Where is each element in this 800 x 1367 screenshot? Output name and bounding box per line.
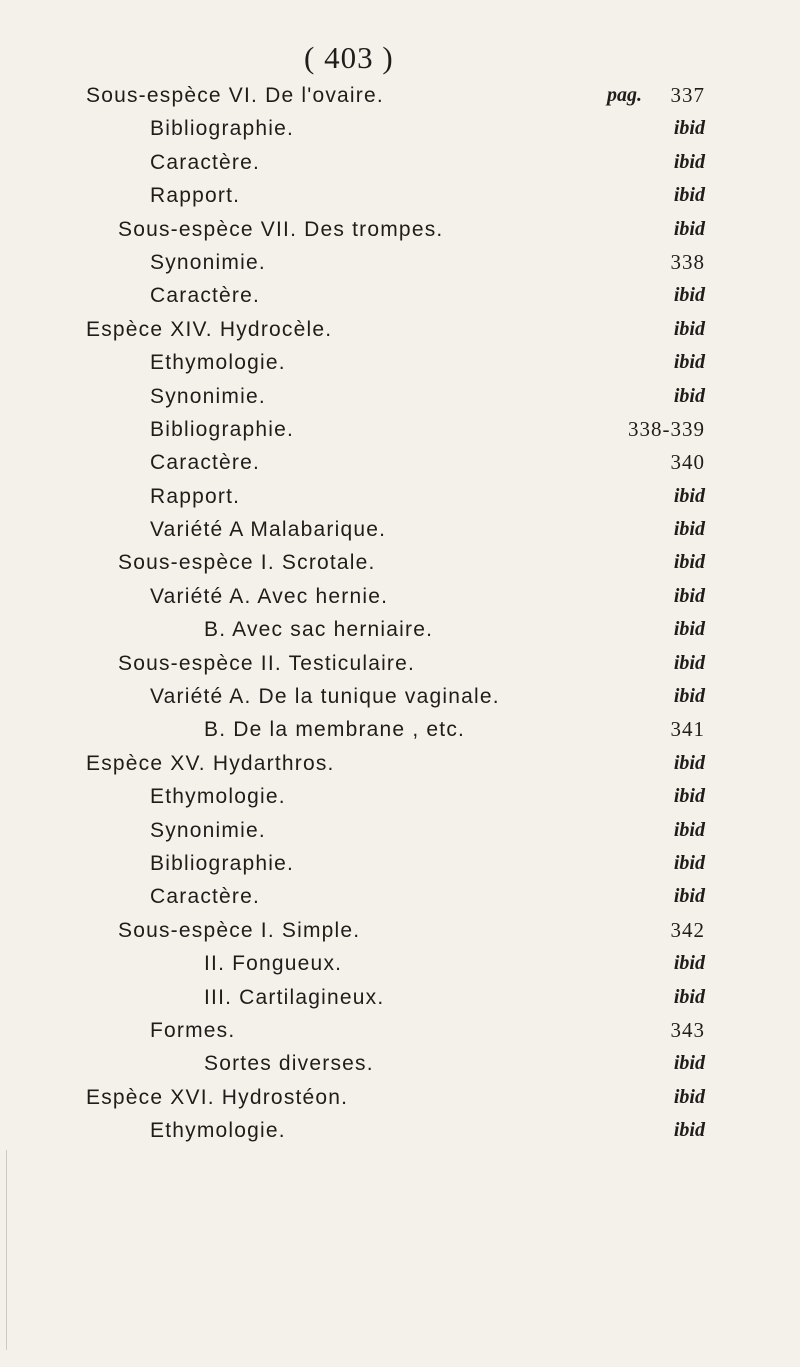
index-entry <box>0 580 800 613</box>
entry-page-ref: 338 <box>670 249 705 274</box>
entry-page-ref: ibid <box>673 851 705 874</box>
entry-page-ref: ibid <box>673 785 705 808</box>
entry-page-ref: ibid <box>673 317 705 340</box>
entry-label: Rapport. <box>150 484 241 508</box>
entry-label: Espèce XV. Hydarthros. <box>86 751 335 775</box>
index-entry <box>0 1014 800 1047</box>
index-entry <box>0 413 800 446</box>
entry-page-ref: 343 <box>670 1017 705 1042</box>
index-entries <box>0 79 800 1148</box>
index-entry <box>0 112 800 145</box>
page-number: ( 403 ) <box>304 40 394 75</box>
entry-label: Rapport. <box>150 184 241 208</box>
entry-label: Caractère. <box>150 150 261 174</box>
entry-page-ref: 342 <box>670 917 705 942</box>
entry-label: Formes. <box>150 1018 236 1042</box>
entry-label: Caractère. <box>150 451 261 475</box>
entry-label: B. Avec sac herniaire. <box>204 618 434 642</box>
index-entry <box>0 246 800 279</box>
index-entry <box>0 179 800 212</box>
entry-page-ref: ibid <box>673 618 705 641</box>
entry-label: Variété A. Avec hernie. <box>150 584 389 608</box>
index-entry <box>0 313 800 346</box>
entry-label: Variété A Malabarique. <box>150 518 387 542</box>
index-entry <box>0 279 800 312</box>
index-entry <box>0 380 800 413</box>
index-entry <box>0 1081 800 1114</box>
index-entry <box>0 914 800 947</box>
entry-label: Sous-espèce I. Scrotale. <box>118 551 376 575</box>
entry-label: Espèce XIV. Hydrocèle. <box>86 317 333 341</box>
entry-label: Synonimie. <box>150 250 266 274</box>
entry-label: Sous-espèce I. Simple. <box>118 918 361 942</box>
index-entry <box>0 513 800 546</box>
margin-line <box>6 1150 7 1350</box>
entry-page-ref: ibid <box>673 952 705 975</box>
entry-page-ref: ibid <box>673 1085 705 1108</box>
entry-label: Sous-espèce VII. Des trompes. <box>118 217 444 241</box>
entry-page-ref: ibid <box>673 117 705 140</box>
entry-page-ref: ibid <box>673 818 705 841</box>
index-entry <box>0 780 800 813</box>
index-entry <box>0 747 800 780</box>
entry-page-ref: ibid <box>673 584 705 607</box>
entry-label: Sortes diverses. <box>204 1052 374 1076</box>
index-entry <box>0 947 800 980</box>
index-entry <box>0 880 800 913</box>
entry-page-ref: ibid <box>673 751 705 774</box>
entry-page-ref: ibid <box>673 184 705 207</box>
index-entry <box>0 346 800 379</box>
index-entry <box>0 79 800 112</box>
entry-label: Ethymologie. <box>150 351 286 375</box>
entry-page-ref: ibid <box>673 150 705 173</box>
entry-page-ref: ibid <box>673 885 705 908</box>
entry-page-ref: ibid <box>673 651 705 674</box>
entry-page-ref: ibid <box>673 1119 705 1142</box>
entry-label: Sous-espèce VI. De l'ovaire. <box>86 84 384 107</box>
page-prefix: pag. <box>607 84 642 106</box>
entry-label: Caractère. <box>150 885 261 909</box>
index-entry <box>0 713 800 746</box>
index-entry <box>0 213 800 246</box>
entry-label: Variété A. De la tunique vaginale. <box>150 685 500 709</box>
entry-page-ref: ibid <box>673 685 705 708</box>
entry-page-ref: 337 <box>670 83 705 107</box>
index-entry <box>0 680 800 713</box>
entry-label: Espèce XVI. Hydrostéon. <box>86 1085 349 1109</box>
index-entry <box>0 613 800 646</box>
entry-label: Bibliographie. <box>150 851 295 875</box>
entry-label: Caractère. <box>150 284 261 308</box>
entry-page-ref: ibid <box>673 384 705 407</box>
index-entry <box>0 446 800 479</box>
entry-page-ref: ibid <box>673 985 705 1008</box>
entry-page-ref: 340 <box>670 450 705 475</box>
entry-page-ref: ibid <box>673 351 705 374</box>
entry-page-ref: ibid <box>673 284 705 307</box>
index-entry <box>0 146 800 179</box>
index-entry <box>0 981 800 1014</box>
index-entry <box>0 1047 800 1080</box>
entry-label: Sous-espèce II. Testiculaire. <box>118 651 416 675</box>
index-entry <box>0 647 800 680</box>
entry-page-ref: 338-339 <box>628 416 705 441</box>
entry-label: Ethymologie. <box>150 785 286 809</box>
entry-page-ref: 341 <box>670 717 705 742</box>
index-entry <box>0 847 800 880</box>
index-entry <box>0 814 800 847</box>
entry-label: B. De la membrane , etc. <box>204 718 466 742</box>
entry-page-ref: ibid <box>673 1052 705 1075</box>
entry-page-ref: ibid <box>673 518 705 541</box>
index-entry <box>0 480 800 513</box>
entry-label: Ethymologie. <box>150 1119 286 1143</box>
entry-page-ref: ibid <box>673 484 705 507</box>
entry-page-ref: ibid <box>673 217 705 240</box>
entry-page-ref: ibid <box>673 551 705 574</box>
entry-label: Synonimie. <box>150 384 266 408</box>
entry-label: Synonimie. <box>150 818 266 842</box>
entry-label: III. Cartilagineux. <box>204 985 385 1009</box>
entry-label: Bibliographie. <box>150 117 295 141</box>
entry-label: Bibliographie. <box>150 417 295 441</box>
index-entry <box>0 546 800 579</box>
entry-label: II. Fongueux. <box>204 952 343 976</box>
index-entry <box>0 1114 800 1147</box>
